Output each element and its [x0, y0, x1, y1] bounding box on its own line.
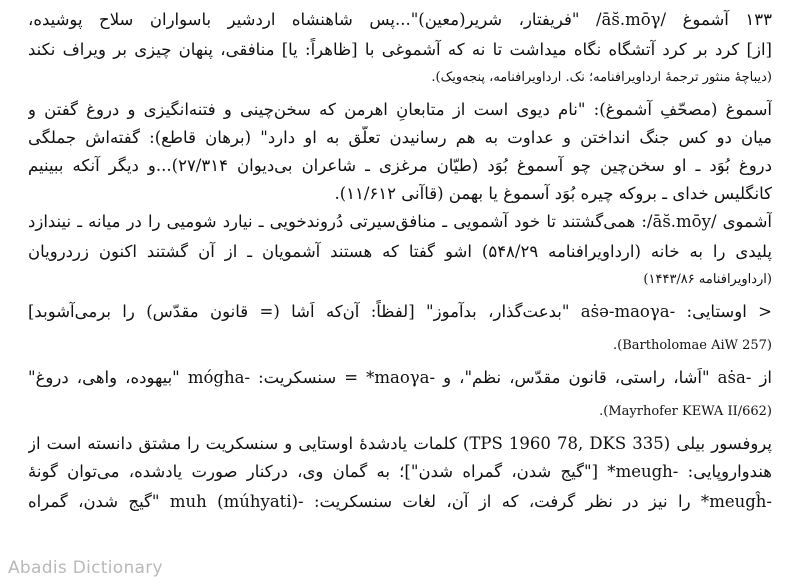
- reference-line: (Mayrhofer KEWA II/662).: [599, 404, 772, 419]
- etymology-line: از -aṡa "اَشا، راستی، قانون مقدّس، نظم"، و -maoγa* = سنسکریت: -mógha "بیهوده، واهی، دروغ": [28, 368, 772, 387]
- reference-line: (Bartholomae AiW 257).: [613, 338, 772, 353]
- entry-heading-line: آشموی /ās̆.mōy/: همی‌گشتند تا خود آشمویی ـ منافق‌سیرتی دُروندخویی ـ نیارد شومیی را در میانه ـ نیندازد: [28, 212, 772, 231]
- etymology-line: < اوستایی: -aṡə-maoγa "بدعت‌گذار، بدآموز" [لفظاً: آن‌که اَشا (= قانون مقدّس) را برمی‌آشوبد]: [28, 302, 772, 321]
- text-line: [از] کرد بر کرد آتشگاه نگاه میداشت تا نه که آشموغی با [ظاهراً: یا] منافقی، پنهان چیزی بر ویراف نکند: [28, 40, 772, 59]
- text-line: پروفسور بیلی (TPS 1960 78, DKS 335) کلمات یادشدهٔ اوستایی و سنسکریت را مشتق دانسته است از: [28, 434, 772, 453]
- text-line: هندواروپایی: -meugh* ["گیج شدن، گمراه شدن"]؛ به گمان وی، درکنار صورت یادشده، می‌توان گونهٔ: [28, 462, 772, 481]
- citation-line: (ارداویرافنامه ۱۴۴۳/۸۶): [643, 272, 772, 287]
- text-line: میان دو کس جنگ انداختن و عداوت به هم رسانیدن تعلّق به او دارد" (برهان قاطع): گفته‌اش جملگی: [28, 128, 772, 147]
- site-watermark: Abadis Dictionary: [8, 558, 163, 578]
- entry-heading-line: ۱۳۳ آشموغ /ās̆.mōγ/ "فریفتار، شریر(معین)"...پس شاهنشاه اردشیر باسواران سلاح پوشیده،: [28, 10, 772, 29]
- text-line: دروغ بُوَد ـ او سخن‌چین چو آسموغ بُوَد (طیّان مرغزی ـ شاعران بی‌دیوان ۲۷/۳۱۴)...و دیگر آنکه ببینیم: [28, 156, 772, 175]
- text-line: -meugĥ* را نیز در نظر گرفت، که از آن، لغات سنسکریت: -(múhyati) muh "گیج شدن، گمراه: [28, 492, 772, 511]
- text-line: آسموغ (مصحّفِ آشموغ): "نام دیوی است از متابعانِ اهرمن که سخن‌چینی و فتنه‌انگیزی و دروغ گفتن و: [28, 100, 772, 119]
- citation-line: (دیباچهٔ منثور ترجمهٔ ارداویرافنامه؛ نک. ارداویرافنامه، پنجه‌ویک).: [431, 70, 772, 85]
- text-line: کانگلیس خدای ـ بروکه چیره بُوَد آسموغ یا بهمن (قاآنی ۱۱/۶۱۲).: [334, 184, 772, 203]
- text-line: پلیدی را به خانه (ارداویرافنامه ۵۴۸/۲۹) اشو گفتا که هستند آشمویان ـ از آن گشتند اکنون زردرویان: [28, 242, 772, 261]
